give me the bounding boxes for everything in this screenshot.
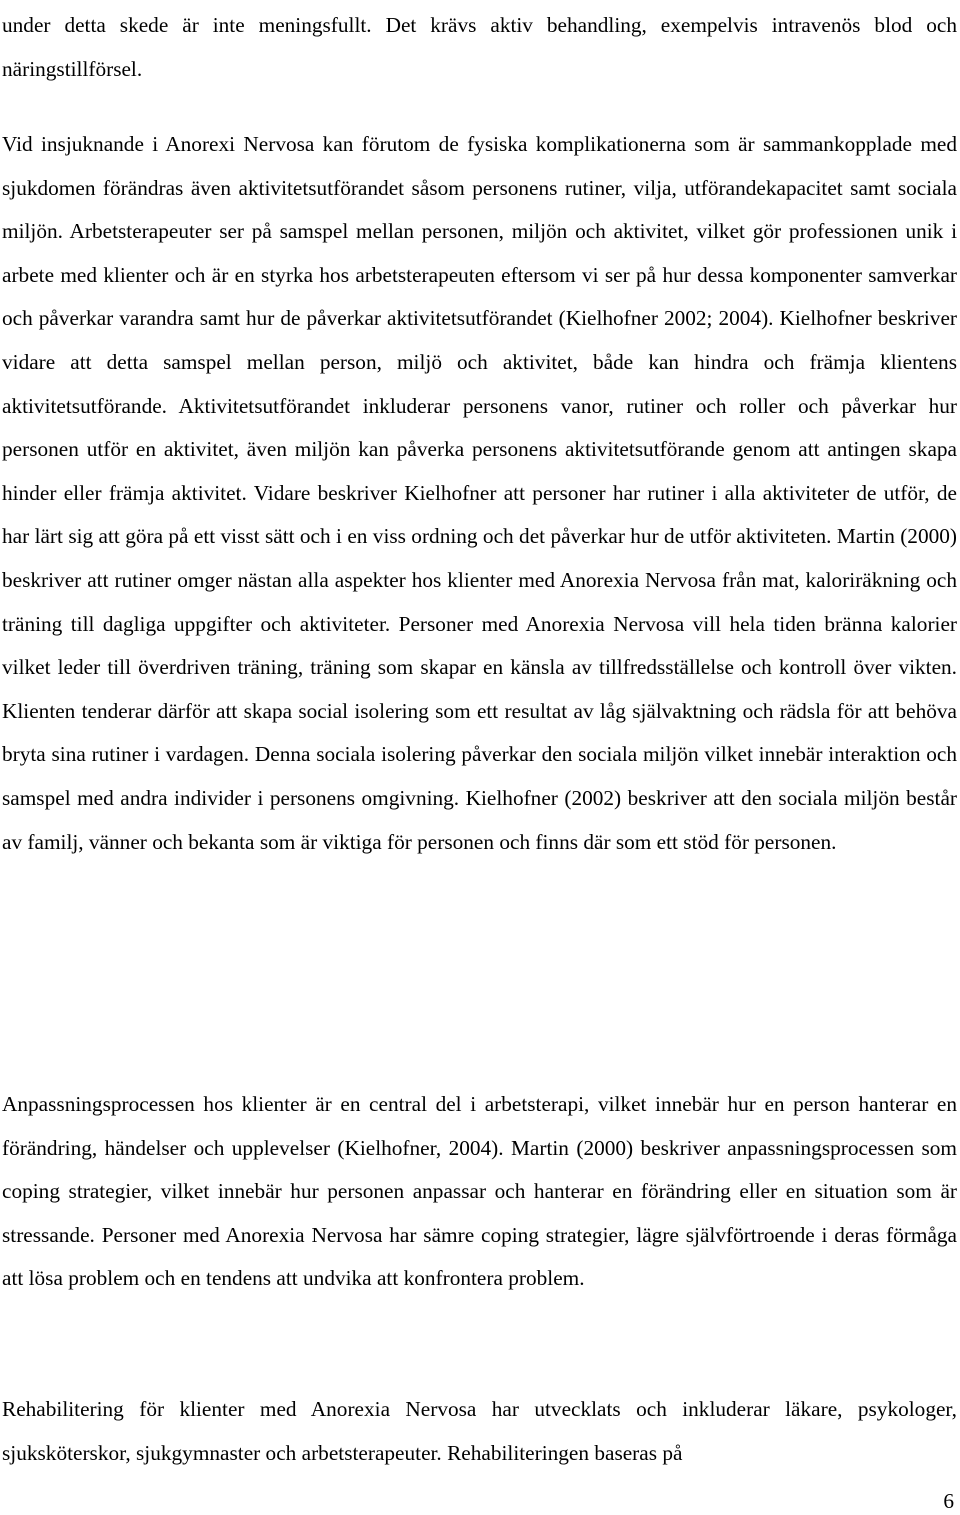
- paragraph-continuation: under detta skede är inte meningsfullt. Det krävs aktiv behandling, exempelvis intravenös blod och näringstillförsel.: [2, 13, 957, 81]
- paragraph-rehabilitation: Rehabilitering för klienter med Anorexia Nervosa har utvecklats och inkluderar läkare, psykologer, sjuksköterskor, sjukgymnaster och arbetsterapeuter. Rehabiliteringen baseras på: [2, 1397, 957, 1465]
- page-number: 6: [943, 1489, 954, 1513]
- paragraph-adaptation-process: Anpassningsprocessen hos klienter är en central del i arbetsterapi, vilket innebär hur en person hanterar en förändring, händelser och upplevelser (Kielhofner, 2004). Martin (2000) beskriver anpassningsprocessen som coping strategier, vilket innebär hur personen anpassar och hanterar en förändring eller en situation som är stressande. Personer med Anorexia Nervosa har sämre coping strategier, lägre självförtroende i deras förmåga att lösa problem och en tendens att undvika att konfrontera problem.: [2, 1092, 957, 1291]
- paragraph-occupational-aspects: Vid insjuknande i Anorexi Nervosa kan förutom de fysiska komplikationerna som är sammankopplade med sjukdomen förändras även aktivitetsutförandet såsom personens rutiner, vilja, utförandekapacitet samt sociala miljön. Arbetsterapeuter ser på samspel mellan personen, miljön och aktivitet, vilket gör professionen unik i arbete med klienter och är en styrka hos arbetsterapeuten eftersom vi ser på hur dessa komponenter samverkar och påverkar varandra samt hur de påverkar aktivitetsutförandet (Kielhofner 2002; 2004). Kielhofner beskriver vidare att detta samspel mellan person, miljö och aktivitet, både kan hindra och främja klientens aktivitetsutförande. Aktivitetsutförandet inkluderar personens vanor, rutiner och roller och påverkar hur personen utför en aktivitet, även miljön kan påverka personens aktivitetsutförande genom att antingen skapa hinder eller främja aktivitet. Vidare beskriver Kielhofner att personer har rutiner i alla aktiviteter de utför, de har lärt sig att göra på ett visst sätt och i en viss ordning och det påverkar hur de utför aktiviteten. Martin (2000) beskriver att rutiner omger nästan alla aspekter hos klienter med Anorexia Nervosa från mat, kaloriräkning och träning till dagliga uppgifter och aktiviteter. Personer med Anorexia Nervosa vill hela tiden bränna kalorier vilket leder till överdriven träning, träning som skapar en känsla av tillfredsställelse och kontroll över vikten. Klienten tenderar därför att skapa social isolering som ett resultat av låg självaktning och rädsla för att behöva bryta sina rutiner i vardagen. Denna sociala isolering påverkar den sociala miljön vilket innebär interaktion och samspel med andra individer i personens omgivning. Kielhofner (2002) beskriver att den sociala miljön består av familj, vänner och bekanta som är viktiga för personen och finns där som ett stöd för personen.: [2, 132, 957, 854]
